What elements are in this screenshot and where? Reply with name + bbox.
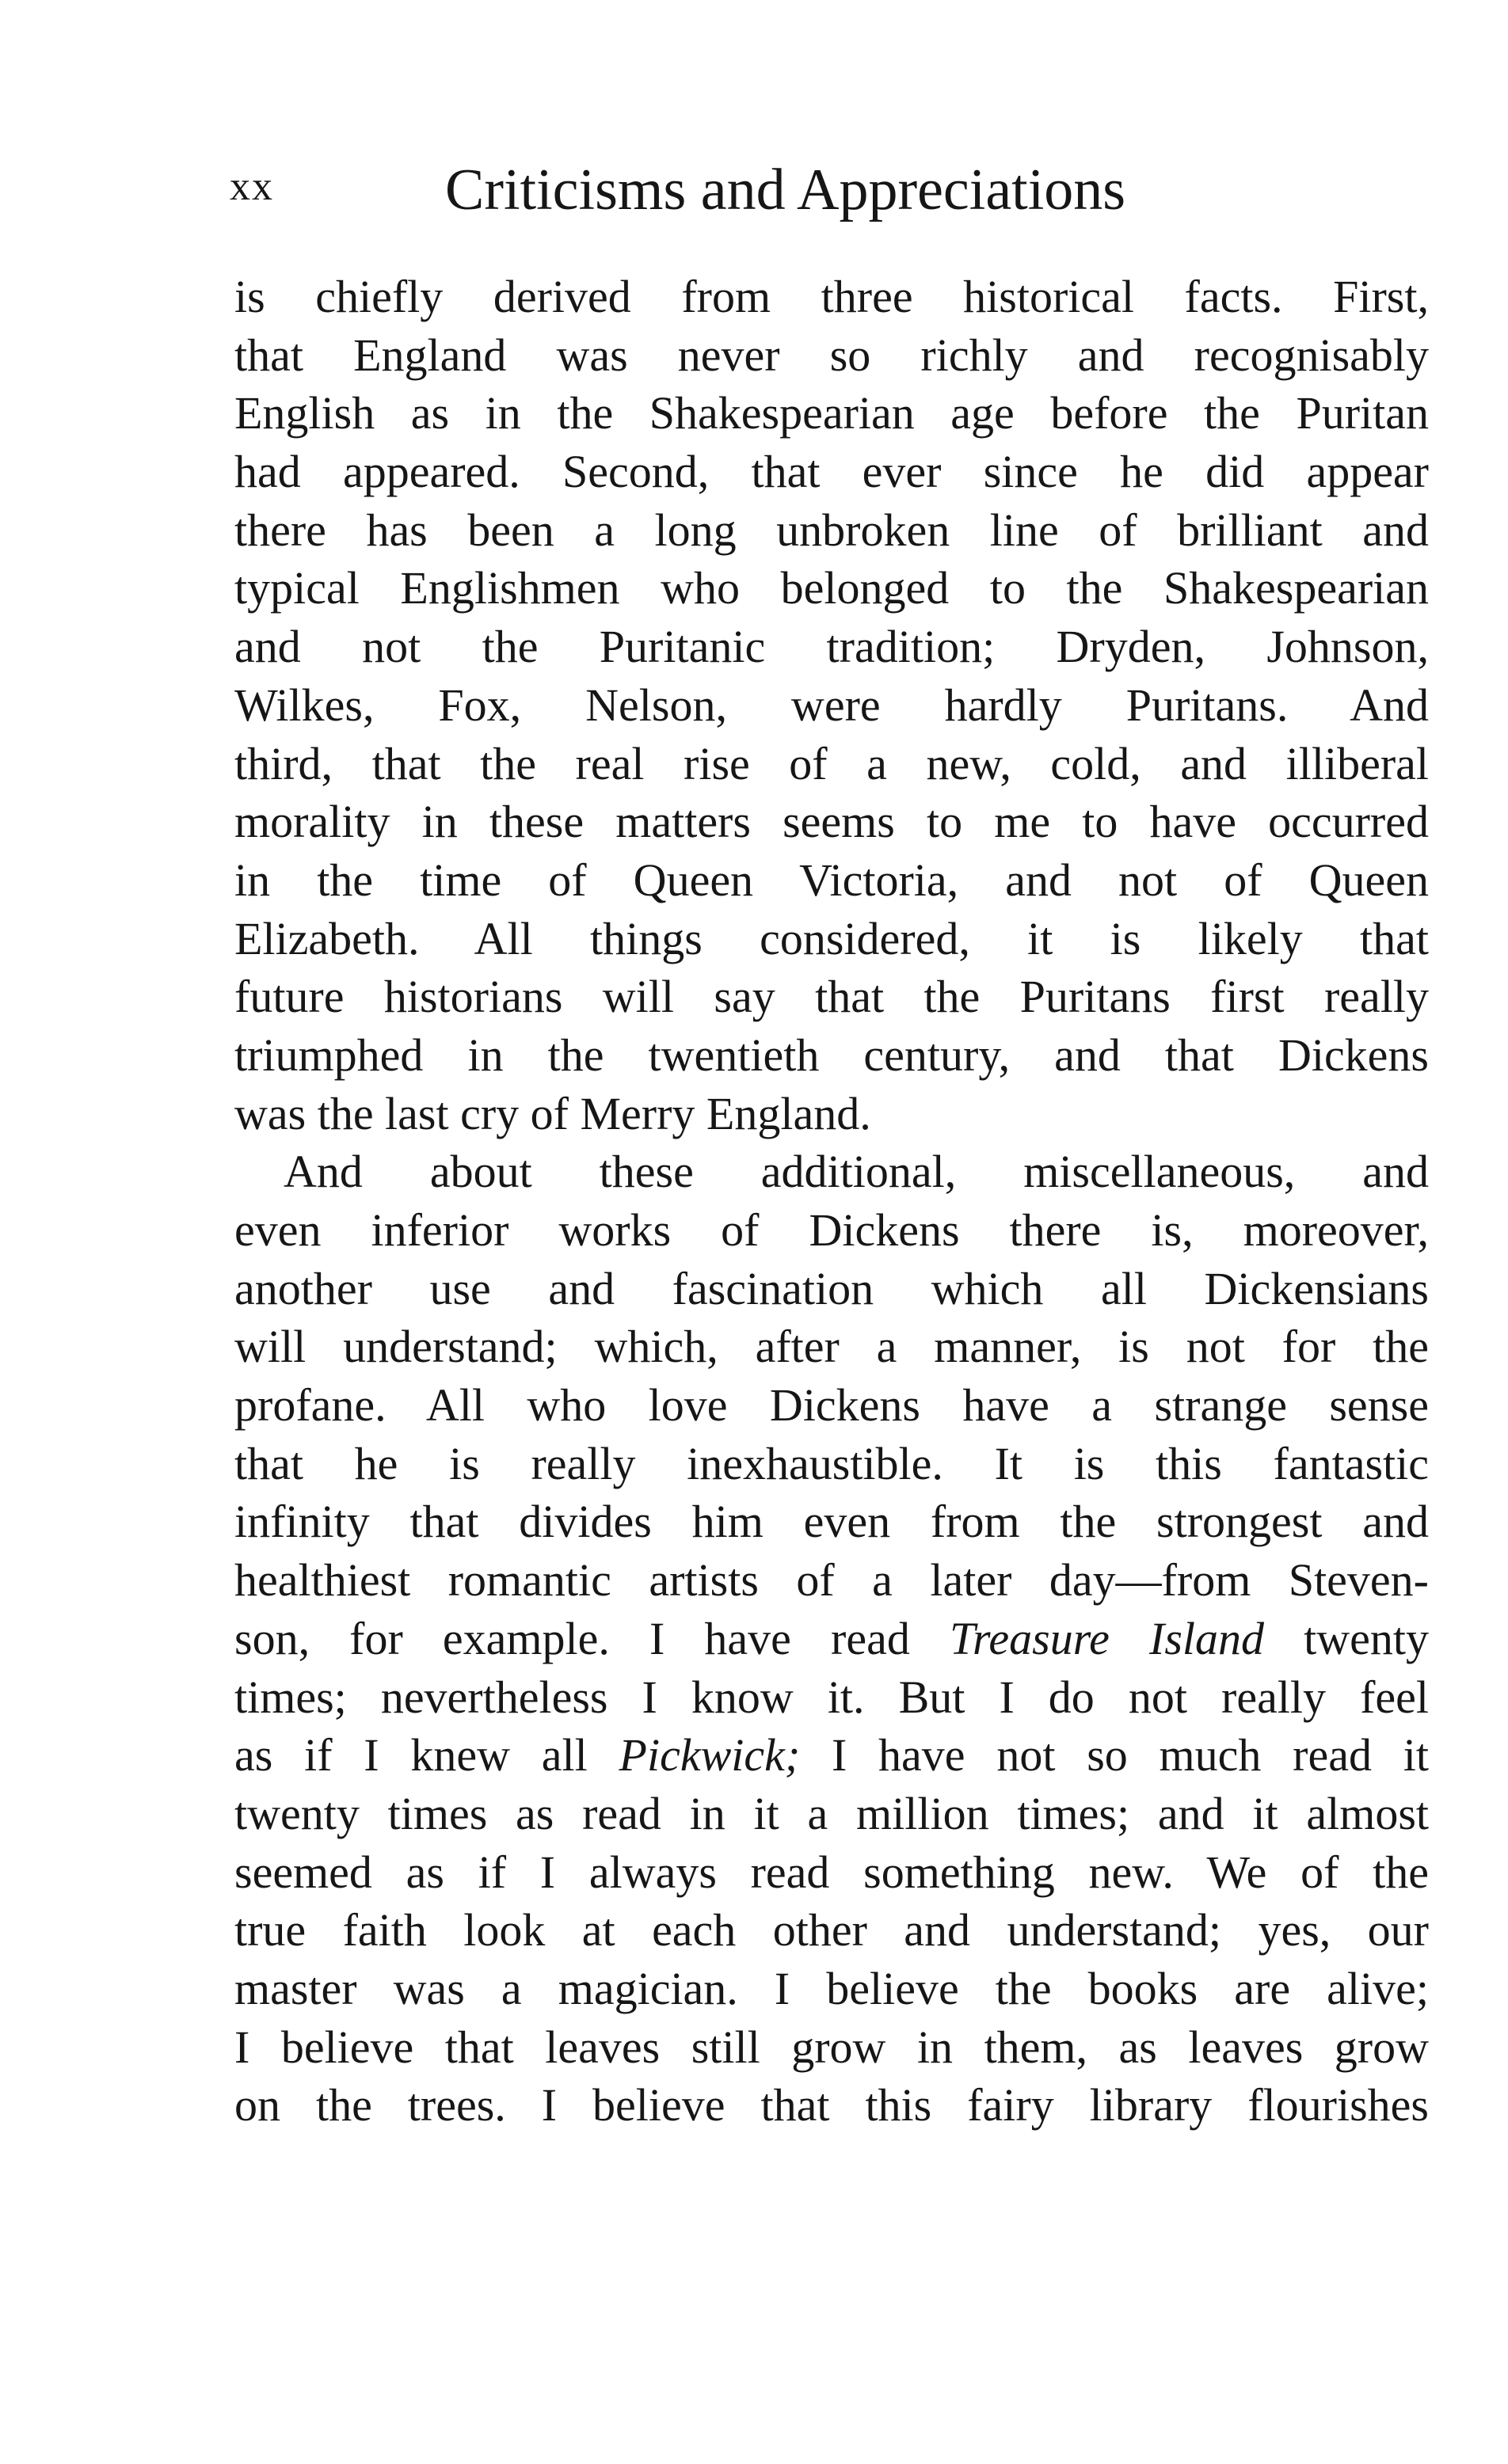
text-line: morality in these matters seems to me to have occurred — [234, 796, 1429, 848]
italic-title: Treasure Island — [949, 1612, 1265, 1664]
text-line: even inferior works of Dickens there is, moreover, — [234, 1204, 1429, 1256]
text-line: that England was never so richly and recognisably — [234, 329, 1429, 381]
text-line: that he is really inexhaustible. It is this fantastic — [234, 1437, 1429, 1489]
text-line: profane. All who love Dickens have a strange sense — [234, 1379, 1429, 1432]
text-line: seemed as if I always read something new. We of the — [234, 1846, 1429, 1898]
italic-title: Pickwick; — [619, 1729, 801, 1781]
text-line: healthiest romantic artists of a later day—from Steven- — [234, 1554, 1429, 1607]
text-line: And about these additional, miscellaneous, and — [284, 1146, 1429, 1198]
text-line: in the time of Queen Victoria, and not of Queen — [234, 854, 1429, 906]
running-head — [230, 157, 1434, 220]
text-line: future historians will say that the Puritans first really — [234, 971, 1429, 1023]
text-line: was the last cry of Merry England. — [234, 1087, 871, 1139]
running-head-title: Criticisms and Appreciations — [445, 158, 1126, 222]
text-line: infinity that divides him even from the strongest and — [234, 1496, 1429, 1548]
text-line: is chiefly derived from three historical facts. First, — [234, 271, 1429, 322]
text-line: twenty times as read in it a million times; and it almost — [234, 1787, 1429, 1839]
text-line: Elizabeth. All things considered, it is likely that — [234, 912, 1429, 964]
text-line: master was a magician. I believe the books are alive; — [234, 1962, 1429, 2014]
text-line: will understand; which, after a manner, is not for the — [234, 1321, 1429, 1373]
page-number: xx — [230, 164, 274, 209]
body-text — [234, 268, 1429, 2135]
text-line: third, that the real rise of a new, cold, and illiberal — [234, 737, 1429, 789]
text-line: I believe that leaves still grow in them, as leaves grow — [234, 2021, 1429, 2073]
text-line: on the trees. I believe that this fairy library flourishes — [234, 2079, 1429, 2131]
text-line: Wilkes, Fox, Nelson, were hardly Puritans. And — [234, 679, 1429, 731]
text-line: another use and fascination which all Dickensians — [234, 1262, 1429, 1314]
text-line: son, for example. I have read Treasure Island twenty — [234, 1612, 1430, 1664]
text-line: there has been a long unbroken line of brilliant and — [234, 504, 1429, 556]
text-line: times; nevertheless I know it. But I do not really feel — [234, 1671, 1429, 1723]
text-line: true faith look at each other and understand; yes, our — [234, 1904, 1429, 1956]
text-line: typical Englishmen who belonged to the Shakespearian — [234, 562, 1429, 614]
text-line: triumphed in the twentieth century, and that Dickens — [234, 1029, 1429, 1081]
text-line: and not the Puritanic tradition; Dryden, Johnson, — [234, 621, 1429, 673]
text-line: had appeared. Second, that ever since he did appear — [234, 446, 1429, 498]
text-line: as if I knew all Pickwick; I have not so much read it — [234, 1729, 1429, 1781]
text-line: English as in the Shakespearian age before the Puritan — [234, 387, 1429, 439]
